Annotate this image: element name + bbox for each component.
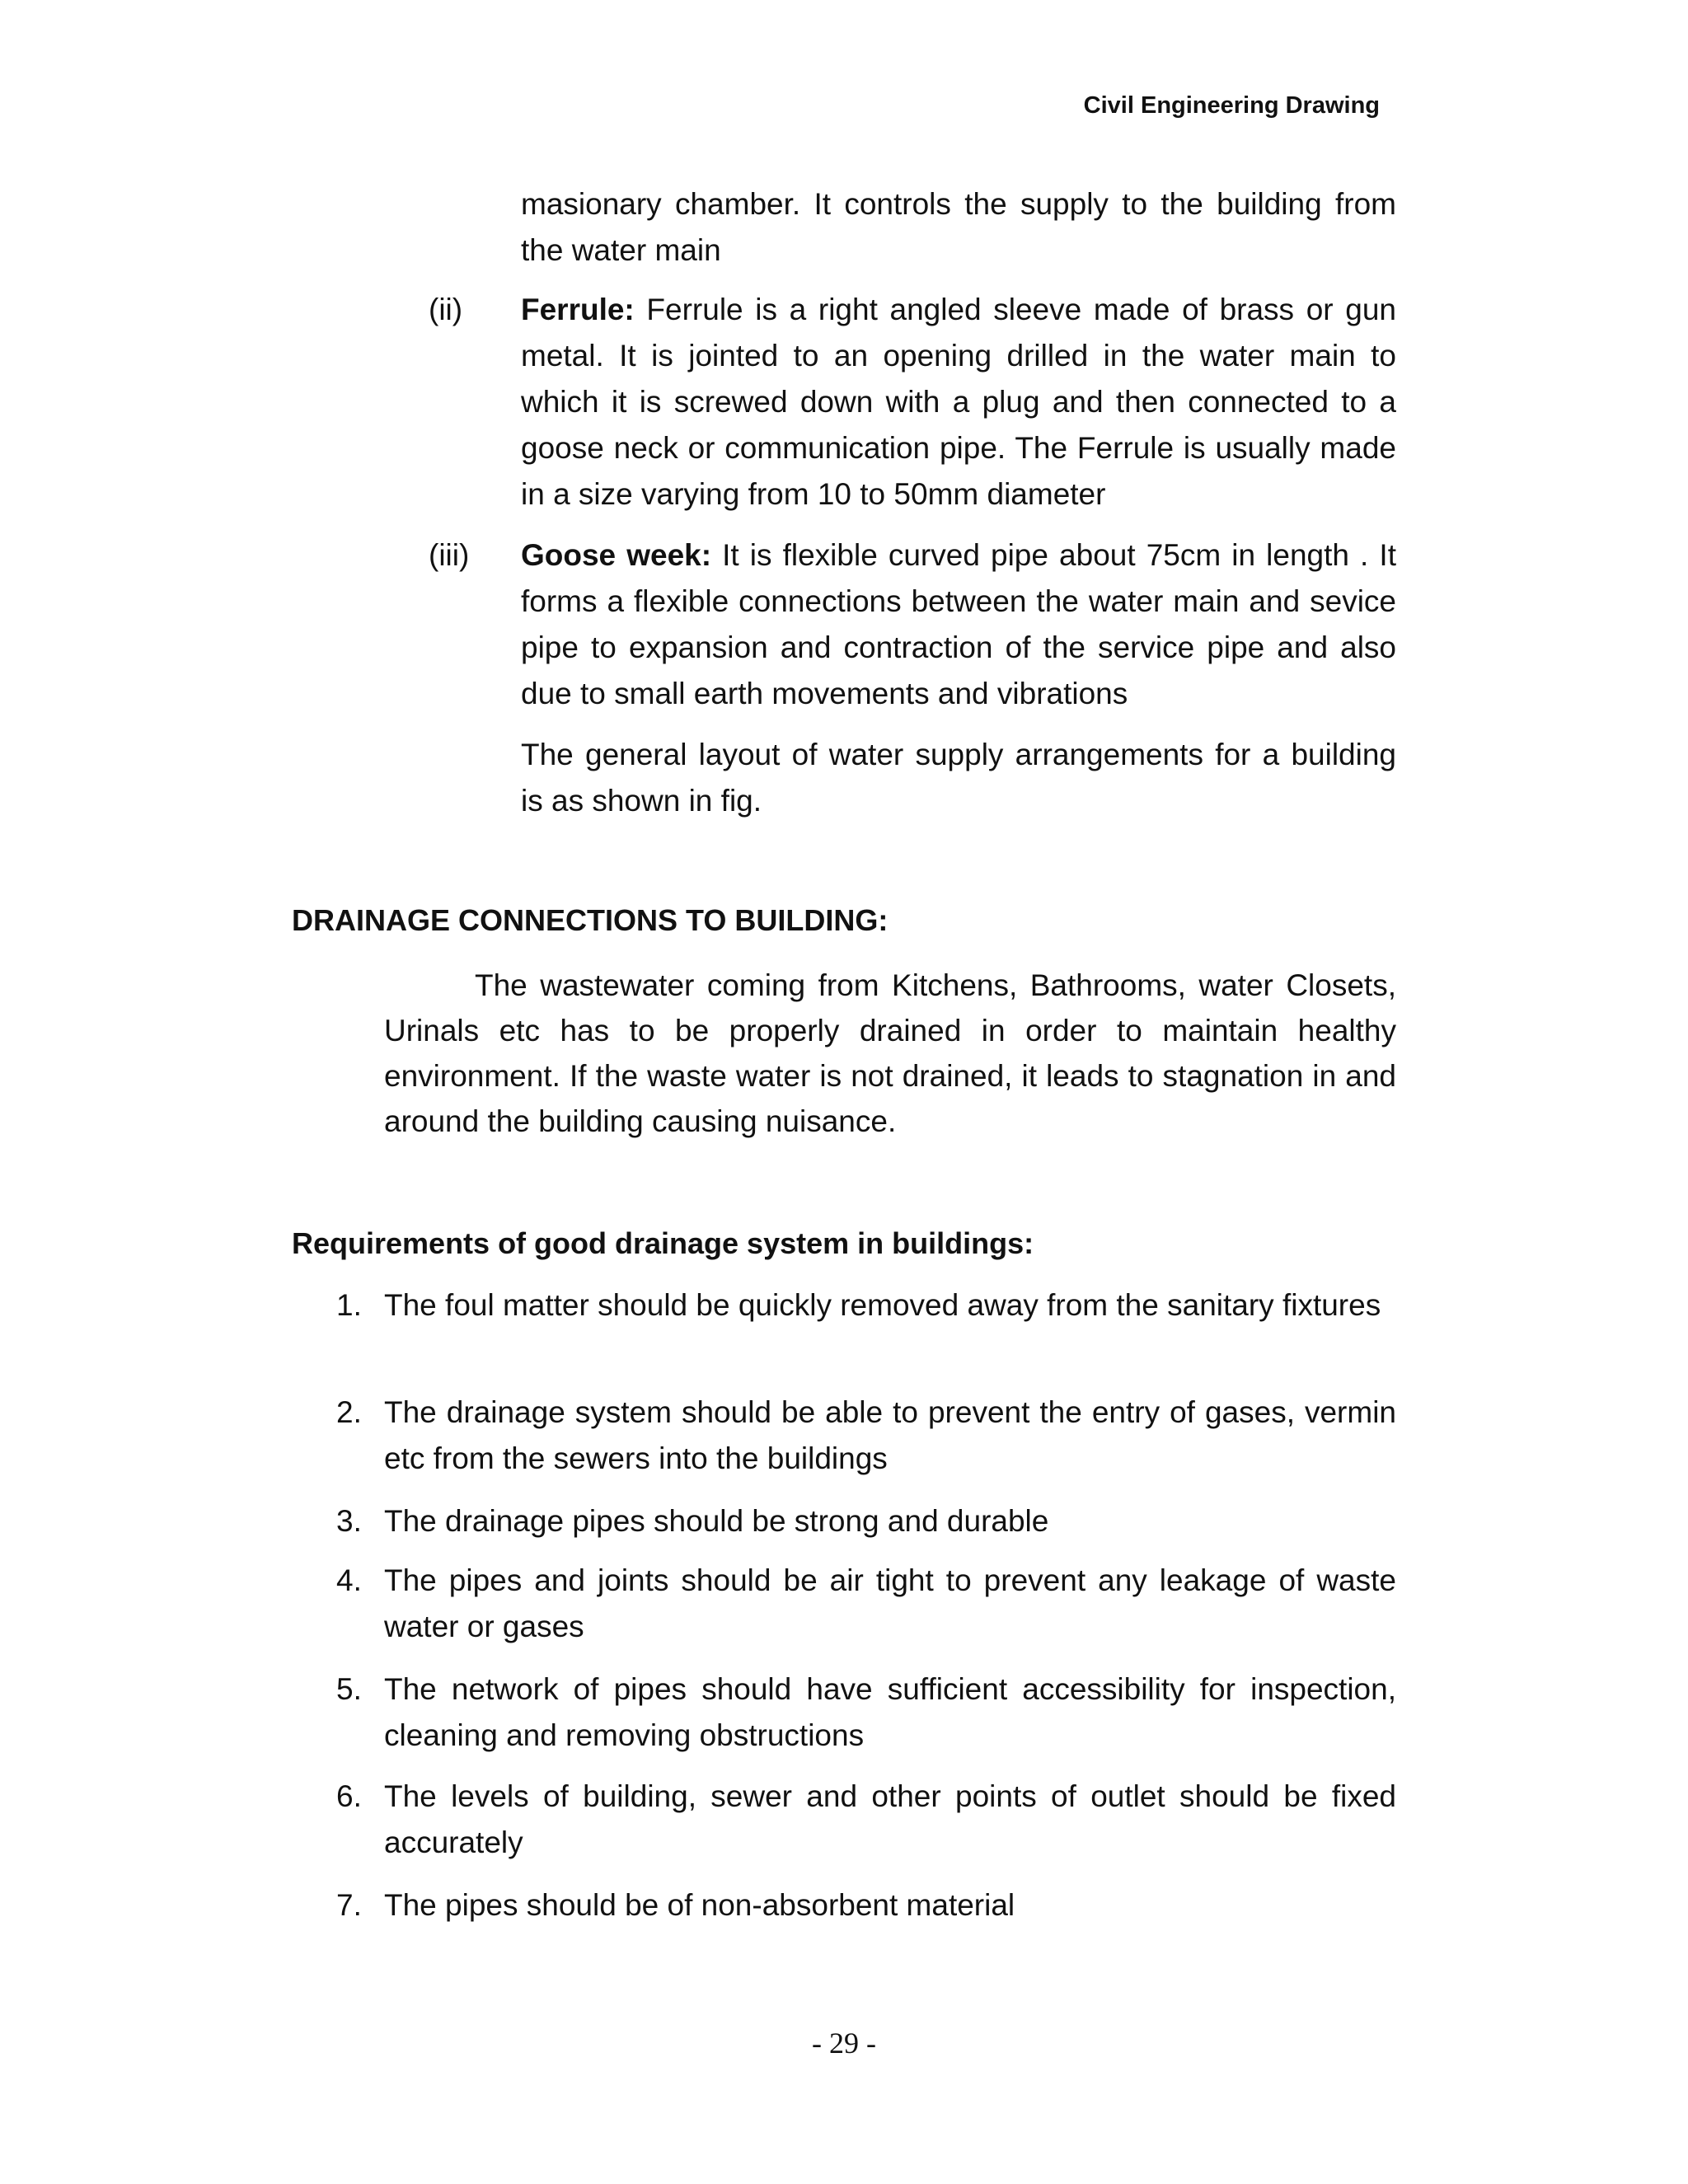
requirements-heading: Requirements of good drainage system in buildings:: [292, 1226, 1034, 1260]
item-body: [521, 287, 1396, 518]
item-text: Ferrule is a right angled sleeve made of brass or gun metal. It is jointed to an opening drilled in the water main to which it is screwed down with a plug and then connected to a goose neck or communication pipe. The Ferrule is usually made in a size varying from 10 to 50mm diameter: [521, 293, 1396, 511]
item-text: The drainage pipes should be strong and durable: [384, 1504, 1049, 1538]
item-number: 6.: [336, 1779, 362, 1813]
list-item: [336, 1282, 1396, 1329]
layout-note-paragraph: The general layout of water supply arrangements for a building is as shown in fig.: [521, 738, 1396, 818]
item-text: The levels of building, sewer and other points of outlet should be fixed accurately: [384, 1779, 1396, 1859]
list-item: [336, 1498, 1396, 1544]
item-text: The pipes should be of non-absorbent material: [384, 1888, 1015, 1922]
item-body: [521, 532, 1396, 717]
item-number: 4.: [336, 1563, 362, 1597]
list-item: [336, 1558, 1396, 1650]
item-text: It is flexible curved pipe about 75cm in length . It forms a flexible connections between the water main and sevice pipe to expansion and contraction of the service pipe and also due to small earth movements and vibrations: [521, 538, 1396, 710]
list-item: [336, 1390, 1396, 1482]
continuation-paragraph: masionary chamber. It controls the supply to the building from the water main: [521, 187, 1396, 267]
item-term: Goose week:: [521, 538, 712, 572]
item-text: The foul matter should be quickly removed away from the sanitary fixtures: [384, 1288, 1381, 1322]
item-term: Ferrule:: [521, 293, 635, 326]
item-numeral: (ii): [429, 293, 463, 326]
item-text: The network of pipes should have sufficient accessibility for inspection, cleaning and removing obstructions: [384, 1672, 1396, 1752]
item-text: The pipes and joints should be air tight to prevent any leakage of waste water or gases: [384, 1563, 1396, 1643]
list-item: [336, 1666, 1396, 1759]
item-number: 2.: [336, 1395, 362, 1429]
item-number: 3.: [336, 1504, 362, 1538]
drainage-paragraph: The wastewater coming from Kitchens, Bathrooms, water Closets, Urinals etc has to be properly drained in order to maintain healthy environment. If the waste water is not drained, it leads to stagnation in and around the building causing nuisance.: [384, 968, 1396, 1138]
page-number: - 29 -: [812, 2027, 876, 2060]
list-item: [336, 1882, 1396, 1929]
running-header: Civil Engineering Drawing: [1083, 92, 1380, 119]
item-number: 5.: [336, 1672, 362, 1706]
drainage-heading: DRAINAGE CONNECTIONS TO BUILDING:: [292, 903, 889, 937]
item-text: The drainage system should be able to prevent the entry of gases, vermin etc from the sewers into the buildings: [384, 1395, 1396, 1475]
list-item: [336, 1774, 1396, 1866]
item-number: 1.: [336, 1288, 362, 1322]
item-number: 7.: [336, 1888, 362, 1922]
item-numeral: (iii): [429, 538, 470, 572]
